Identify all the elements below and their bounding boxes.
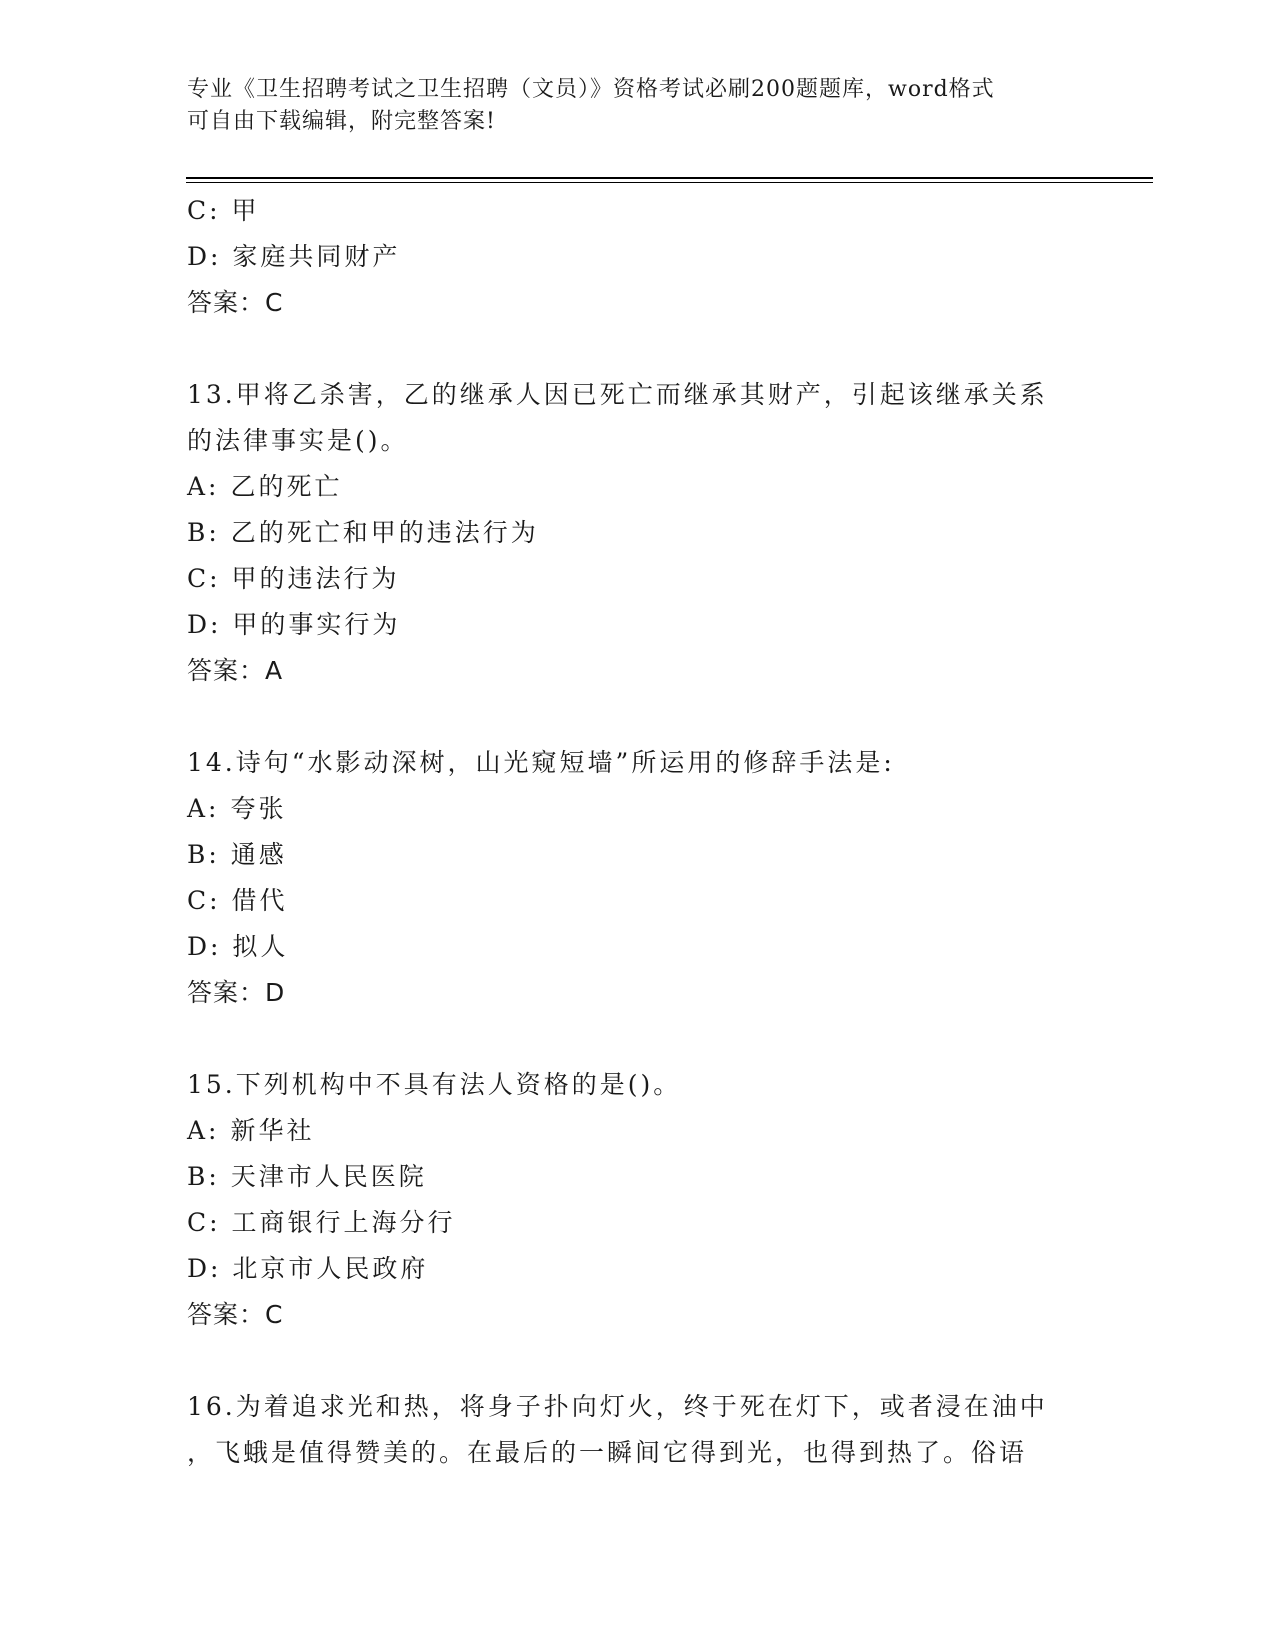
option-text: 拟人 <box>232 932 289 961</box>
option-label: C: <box>187 196 221 225</box>
question-text: ，飞蛾是值得赞美的。在最后的一瞬间它得到光，也得到热了。俗语 <box>187 1438 1028 1467</box>
option-line <box>187 510 1087 556</box>
option-text: 甲的违法行为 <box>231 564 400 593</box>
option-line <box>187 878 1087 924</box>
header-rule-thin <box>186 182 1153 183</box>
question-list <box>187 188 1087 1476</box>
option-line <box>187 464 1087 510</box>
question-16 <box>187 1384 1087 1476</box>
header-line-2: 可自由下载编辑，附完整答案! <box>187 109 496 134</box>
spacer <box>187 694 1087 740</box>
header-line-1: 专业《卫生招聘考试之卫生招聘（文员）》资格考试必刷200题题库，word格式 <box>187 77 995 102</box>
option-label: B: <box>187 840 220 869</box>
option-text: 夸张 <box>230 794 287 823</box>
option-line <box>187 1200 1087 1246</box>
question-text: 13.甲将乙杀害，乙的继承人因已死亡而继承其财产，引起该继承关系 <box>187 380 1048 409</box>
option-line <box>187 786 1087 832</box>
question-text: 的法律事实是()。 <box>187 426 409 455</box>
option-text: 天津市人民医院 <box>230 1162 427 1191</box>
spacer <box>187 1338 1087 1384</box>
option-text: 甲的事实行为 <box>232 610 401 639</box>
option-text: 借代 <box>231 886 288 915</box>
option-text: 新华社 <box>230 1116 315 1145</box>
spacer <box>187 326 1087 372</box>
option-label: A: <box>187 1116 220 1145</box>
answer-line: 答案：D <box>187 978 286 1007</box>
option-label: D: <box>187 932 222 961</box>
spacer <box>187 1016 1087 1062</box>
answer-line: 答案：A <box>187 656 284 685</box>
option-text: 甲 <box>231 196 260 225</box>
answer-line: 答案：C <box>187 1300 284 1329</box>
question-text: 16.为着追求光和热，将身子扑向灯火，终于死在灯下，或者浸在油中 <box>187 1392 1048 1421</box>
option-text: 工商银行上海分行 <box>231 1208 456 1237</box>
option-line <box>187 188 1087 234</box>
header-rule-thick <box>186 177 1153 179</box>
option-text: 北京市人民政府 <box>232 1254 429 1283</box>
option-label: C: <box>187 1208 221 1237</box>
question-15 <box>187 1062 1087 1338</box>
option-label: B: <box>187 1162 220 1191</box>
option-line <box>187 1108 1087 1154</box>
option-line <box>187 832 1087 878</box>
question-14 <box>187 740 1087 1016</box>
option-line <box>187 1154 1087 1200</box>
answer-line: 答案：C <box>187 288 284 317</box>
document-header <box>187 74 1087 138</box>
option-label: B: <box>187 518 220 547</box>
option-label: C: <box>187 564 221 593</box>
question-13 <box>187 372 1087 694</box>
option-text: 通感 <box>230 840 287 869</box>
option-label: D: <box>187 1254 222 1283</box>
option-text: 乙的死亡和甲的违法行为 <box>230 518 539 547</box>
option-text: 家庭共同财产 <box>232 242 401 271</box>
option-line <box>187 602 1087 648</box>
option-label: A: <box>187 472 220 501</box>
option-line <box>187 924 1087 970</box>
option-label: A: <box>187 794 220 823</box>
option-text: 乙的死亡 <box>230 472 343 501</box>
option-label: D: <box>187 242 222 271</box>
option-line <box>187 1246 1087 1292</box>
question-text: 14.诗句“水影动深树，山光窥短墙”所运用的修辞手法是: <box>187 748 895 777</box>
question-text: 15.下列机构中不具有法人资格的是()。 <box>187 1070 682 1099</box>
option-label: D: <box>187 610 222 639</box>
option-label: C: <box>187 886 221 915</box>
option-line <box>187 234 1087 280</box>
option-line <box>187 556 1087 602</box>
